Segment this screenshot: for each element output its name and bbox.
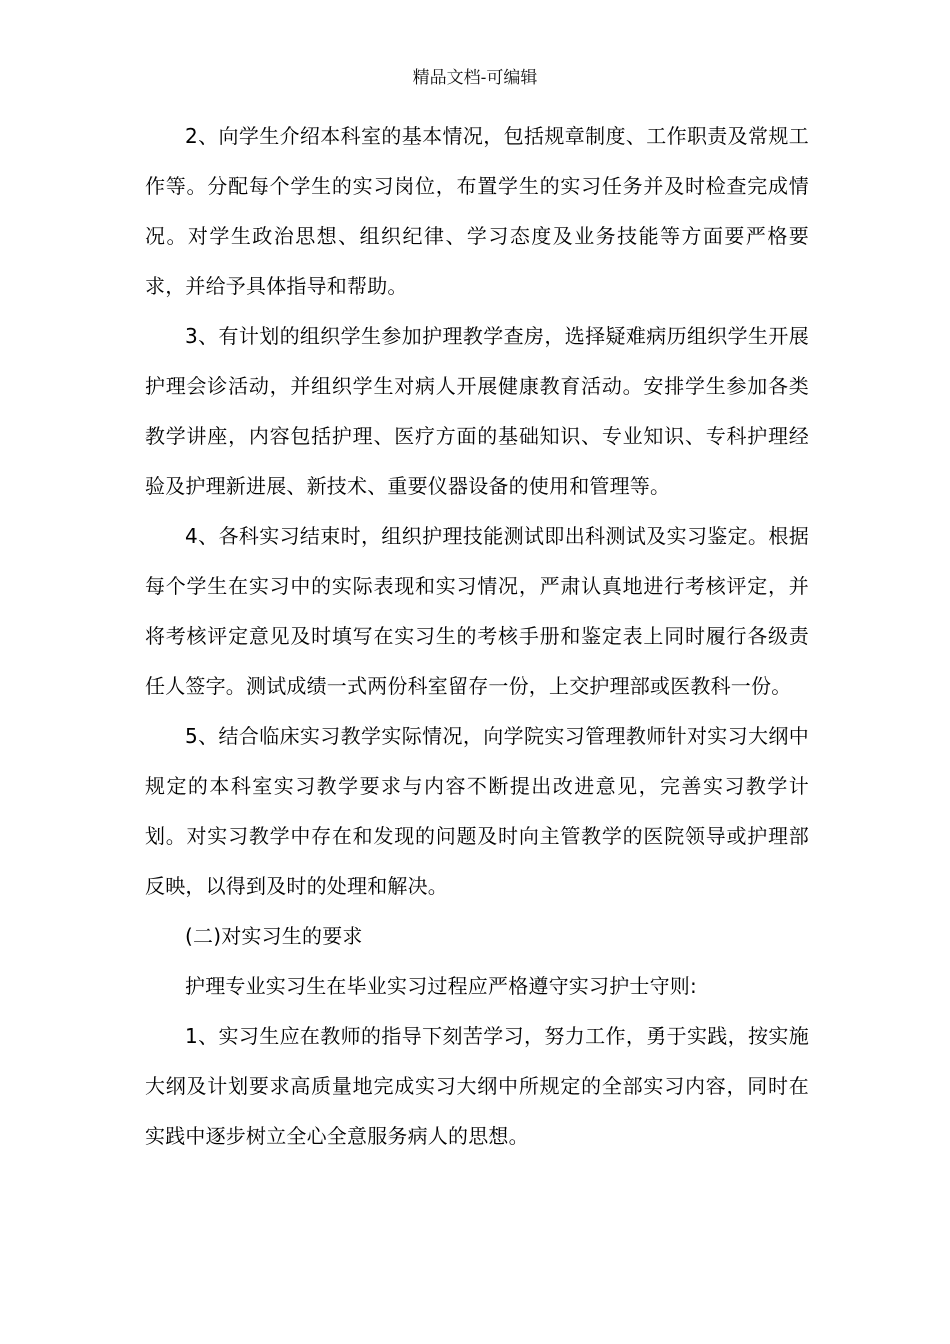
paragraph-teacher-duty-3: 3、有计划的组织学生参加护理教学查房，选择疑难病历组织学生开展护理会诊活动，并组织学生对病人开展健康教育活动。安排学生参加各类教学讲座，内容包括护理、医疗方面的基础知识、专业知识、专科护理经验及护理新进展、新技术、重要仪器设备的使用和管理等。 — [145, 324, 809, 498]
paragraph-student-rule-1: 1、实习生应在教师的指导下刻苦学习，努力工作，勇于实践，按实施大纲及计划要求高质量地完成实习大纲中所规定的全部实习内容，同时在实践中逐步树立全心全意服务病人的思想。 — [145, 1024, 809, 1148]
section-heading-student-requirements: (二)对实习生的要求 — [185, 924, 363, 948]
paragraph-teacher-duty-5: 5、结合临床实习教学实际情况，向学院实习管理教师针对实习大纲中规定的本科室实习教学要求与内容不断提出改进意见，完善实习教学计划。对实习教学中存在和发现的问题及时向主管教学的医院领导或护理部反映，以得到及时的处理和解决。 — [145, 724, 809, 898]
document-body — [145, 111, 809, 1161]
paragraph-student-rules-intro: 护理专业实习生在毕业实习过程应严格遵守实习护士守则: — [185, 974, 697, 998]
paragraph-teacher-duty-2: 2、向学生介绍本科室的基本情况，包括规章制度、工作职责及常规工作等。分配每个学生的实习岗位，布置学生的实习任务并及时检查完成情况。对学生政治思想、组织纪律、学习态度及业务技能等方面要严格要求，并给予具体指导和帮助。 — [145, 124, 809, 298]
paragraph-teacher-duty-4: 4、各科实习结束时，组织护理技能测试即出科测试及实习鉴定。根据每个学生在实习中的实际表现和实习情况，严肃认真地进行考核评定，并将考核评定意见及时填写在实习生的考核手册和鉴定表上同时履行各级责任人签字。测试成绩一式两份科室留存一份，上交护理部或医教科一份。 — [145, 524, 809, 698]
page-header: 精品文档-可编辑 — [412, 68, 538, 88]
